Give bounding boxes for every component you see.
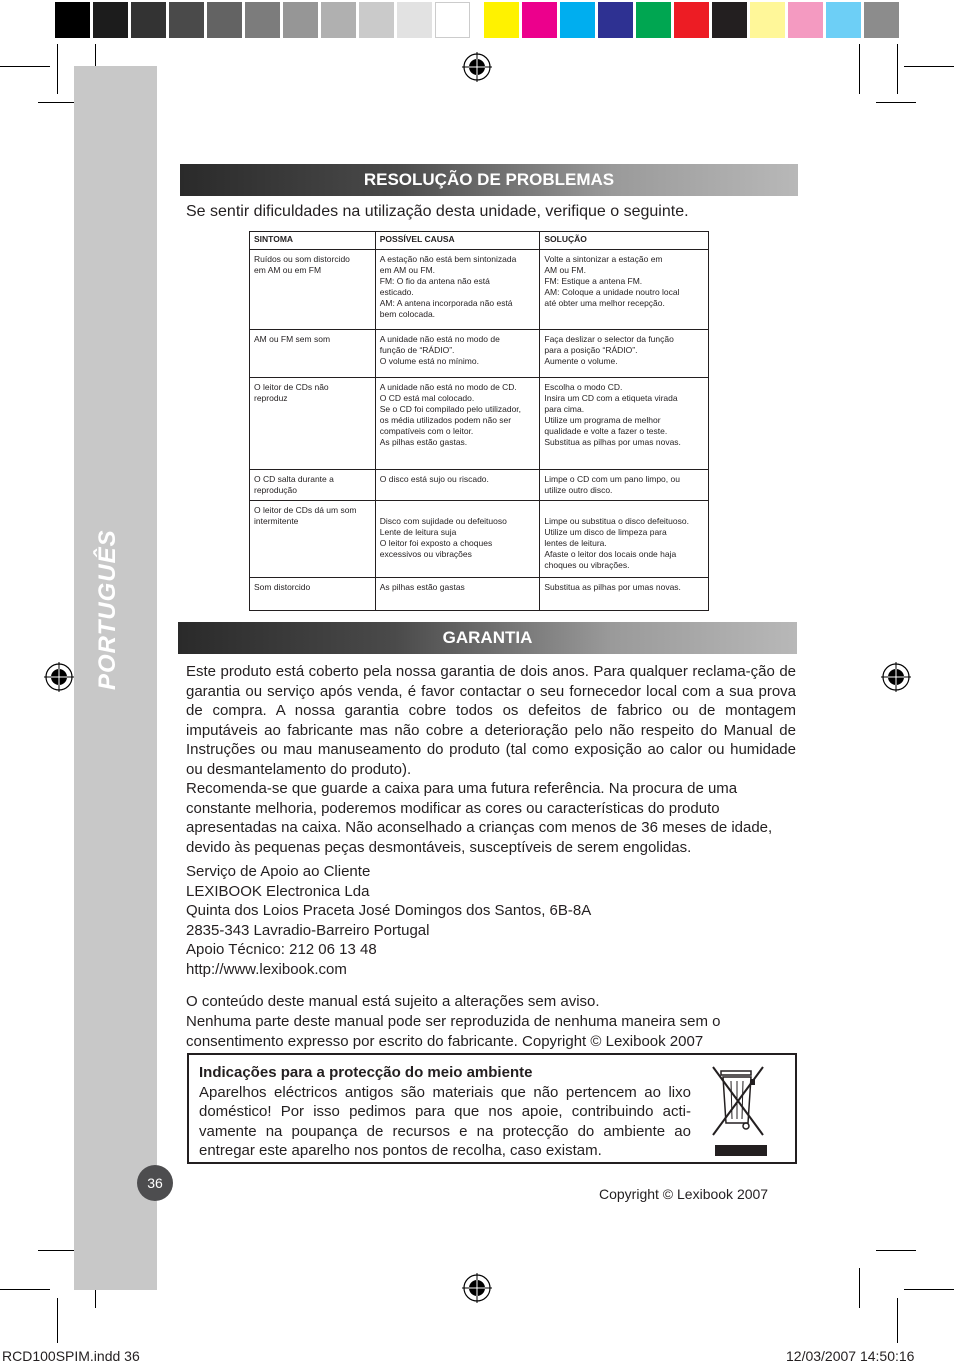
color-swatch: [750, 2, 785, 38]
header-solution: SOLUÇÃO: [540, 232, 709, 250]
gray-swatch: [55, 2, 90, 38]
table-row: [250, 378, 709, 470]
cell-line: em AM ou em FM: [254, 265, 322, 275]
cell-line: Disco com sujidade ou defeituoso: [379, 516, 507, 526]
cause-cell: [375, 250, 540, 330]
cell-line: bem colocada.: [379, 309, 436, 319]
cell-line: Limpe ou substitua o disco defeituoso.: [544, 516, 689, 526]
symptom-cell: [250, 250, 376, 330]
color-swatch: [484, 2, 519, 38]
cell-line: Limpe o CD com um pano limpo, ou: [544, 474, 680, 484]
cell-line: intermitente: [254, 516, 299, 526]
color-swatch: [636, 2, 671, 38]
cell-line: choques ou vibrações.: [544, 560, 630, 570]
page-number: 36: [137, 1165, 173, 1201]
contact-line: Serviço de Apoio ao Cliente: [186, 863, 371, 880]
color-swatch: [712, 2, 747, 38]
copyright-footer: Copyright © Lexibook 2007: [599, 1186, 769, 1202]
solution-cell: [540, 330, 709, 378]
cell-line: FM: O fio da antena não está: [379, 276, 490, 286]
table-row: [250, 330, 709, 378]
cell-line: para a posição “RÁDIO”.: [544, 345, 638, 355]
symptom-cell: [250, 578, 376, 611]
cell-line: Lente de leitura suja: [379, 527, 457, 537]
environment-box: [187, 1053, 797, 1164]
slug-filename: RCD100SPIM.indd 36: [2, 1348, 140, 1364]
header-symptom: SINTOMA: [250, 232, 376, 250]
cell-line: O volume está no mínimo.: [379, 356, 479, 366]
troubleshooting-heading: RESOLUÇÃO DE PROBLEMAS: [180, 164, 798, 196]
crop-mark: [859, 44, 860, 94]
color-swatch: [560, 2, 595, 38]
gray-swatch: [321, 2, 356, 38]
cause-cell: [375, 578, 540, 611]
cause-cell: [375, 330, 540, 378]
troubleshooting-intro: Se sentir dificuldades na utilização desta unidade, verifique o seguinte.: [186, 203, 689, 220]
registration-mark-icon: [462, 1273, 492, 1303]
cell-line: AM ou FM sem som: [254, 334, 331, 344]
solution-cell: [540, 250, 709, 330]
contact-line: LEXIBOOK Electronica Lda: [186, 882, 370, 900]
cell-line: esticado.: [379, 287, 414, 297]
contact-line: http://www.lexibook.com: [186, 960, 347, 978]
warranty-heading: GARANTIA: [178, 622, 797, 654]
cause-cell: [375, 378, 540, 470]
cell-line: O CD está mal colocado.: [379, 393, 475, 403]
crop-mark: [897, 1298, 898, 1343]
table-header-row: [250, 232, 709, 250]
cell-line: Escolha o modo CD.: [544, 382, 623, 392]
cell-line: AM ou FM.: [544, 265, 586, 275]
cause-cell: [375, 470, 540, 501]
color-swatch: [788, 2, 823, 38]
cell-line: A unidade não está no modo de: [379, 334, 500, 344]
crop-mark: [876, 1250, 916, 1251]
cell-line: Aumente o volume.: [544, 356, 618, 366]
gray-swatch: [207, 2, 242, 38]
cell-line: compatíveis com o leitor.: [379, 426, 474, 436]
environment-body: Aparelhos eléctricos antigos são materiais que não pertencem ao lixo doméstico! Por isso pedimos para que nos apoie, contribuindo acti-vamente na poupança de recursos e na protecção do ambiente ao entregar este aparelho nos pontos de recolha, caso existam.: [199, 1083, 691, 1159]
cell-line: Som distorcido: [254, 582, 311, 592]
cell-line: AM: Coloque a unidade noutro local: [544, 287, 680, 297]
symptom-cell: [250, 501, 376, 578]
table-row: [250, 250, 709, 330]
crop-mark: [897, 44, 898, 94]
crop-mark: [859, 1268, 860, 1308]
cell-line: Insira um CD com a etiqueta virada: [544, 393, 678, 403]
gray-swatch-bar: [55, 2, 473, 38]
cell-line: excessivos ou vibrações: [379, 549, 472, 559]
crop-mark: [38, 1250, 78, 1251]
crop-mark: [904, 1289, 954, 1290]
cell-line: A estação não está bem sintonizada: [379, 254, 517, 264]
cell-line: O leitor foi exposto a choques: [379, 538, 493, 548]
cell-line: lentes de leitura.: [544, 538, 607, 548]
symptom-cell: [250, 378, 376, 470]
cell-line: utilize outro disco.: [544, 485, 613, 495]
registration-mark-icon: [462, 52, 492, 82]
cell-line: função de “RÁDIO”.: [379, 345, 455, 355]
solution-cell: [540, 578, 709, 611]
solution-cell: [540, 501, 709, 578]
contact-line: Apoio Técnico: 212 06 13 48: [186, 941, 377, 959]
crop-mark: [0, 66, 50, 67]
contact-line: 2835-343 Lavradio-Barreiro Portugal: [186, 921, 430, 939]
color-swatch-bar: [484, 2, 902, 38]
slug-timestamp: 12/03/2007 14:50:16: [786, 1348, 915, 1364]
cell-line: O disco está sujo ou riscado.: [379, 474, 489, 484]
cell-line: Ruídos ou som distorcido: [254, 254, 350, 264]
cell-line: As pilhas estão gastas.: [379, 437, 468, 447]
symptom-cell: [250, 330, 376, 378]
warranty-paragraph-box: Recomenda-se que guarde a caixa para uma futura referência. Na procura de uma constante melhoria, poderemos modificar as cores ou características do produto apresentadas na caixa. Não aconselhado a crianças com menos de 36 meses de idade, devido às pequenas peças desmontáveis, susceptíveis de serem engolidas.: [186, 780, 773, 856]
cell-line: Utilize um programa de melhor: [544, 415, 661, 425]
cell-line: os média utilizados podem não ser: [379, 415, 512, 425]
registration-mark-icon: [881, 662, 911, 692]
color-swatch: [826, 2, 861, 38]
cell-line: qualidade e volte a fazer o teste.: [544, 426, 668, 436]
cell-line: [544, 505, 704, 516]
solution-cell: [540, 470, 709, 501]
cell-line: Utilize um disco de limpeza para: [544, 527, 667, 537]
gray-swatch: [93, 2, 128, 38]
crop-mark: [904, 66, 954, 67]
notice-line-1: O conteúdo deste manual está sujeito a alterações sem aviso.: [186, 993, 600, 1010]
cell-line: até obter uma melhor recepção.: [544, 298, 665, 308]
cause-cell: [375, 501, 540, 578]
cell-line: para cima.: [544, 404, 585, 414]
registration-mark-icon: [44, 662, 74, 692]
table-row: [250, 501, 709, 578]
gray-swatch: [283, 2, 318, 38]
crop-mark: [38, 102, 78, 103]
cell-line: O CD salta durante a: [254, 474, 334, 484]
contact-line: Quinta dos Loios Praceta José Domingos dos Santos, 6B-8A: [186, 902, 592, 920]
header-cause: POSSÍVEL CAUSA: [375, 232, 540, 250]
cell-line: Volte a sintonizar a estação em: [544, 254, 663, 264]
environment-title: Indicações para a protecção do meio ambiente: [199, 1064, 533, 1081]
table-row: [250, 470, 709, 501]
notice-line-2: Nenhuma parte deste manual pode ser reproduzida de nenhuma maneira sem o consentimento expresso por escrito do fabricante. Copyright © Lexibook 2007: [186, 1013, 721, 1050]
color-swatch: [864, 2, 899, 38]
cell-line: Se o CD foi compilado pelo utilizador,: [379, 404, 522, 414]
cell-line: [380, 505, 536, 516]
cell-line: em AM ou FM.: [379, 265, 436, 275]
crop-mark: [0, 1289, 50, 1290]
gray-swatch: [397, 2, 432, 38]
color-swatch: [674, 2, 709, 38]
crop-mark: [57, 1298, 58, 1343]
table-row: [250, 578, 709, 611]
solution-cell: [540, 378, 709, 470]
cell-line: reproduz: [254, 393, 288, 403]
color-swatch: [522, 2, 557, 38]
crossed-out-wheelie-bin-icon: [709, 1065, 769, 1159]
cell-line: Faça deslizar o selector da função: [544, 334, 674, 344]
cell-line: O leitor de CDs dá um som: [254, 505, 357, 515]
gray-swatch: [359, 2, 394, 38]
cell-line: Substitua as pilhas por umas novas.: [544, 437, 681, 447]
contact-block: [186, 862, 591, 980]
crop-mark: [57, 44, 58, 94]
cell-line: O leitor de CDs não: [254, 382, 329, 392]
gray-swatch: [131, 2, 166, 38]
cell-line: FM: Estique a antena FM.: [544, 276, 643, 286]
symptom-cell: [250, 470, 376, 501]
cell-line: reprodução: [254, 485, 298, 495]
cell-line: Substitua as pilhas por umas novas.: [544, 582, 681, 592]
troubleshooting-table: [249, 231, 709, 611]
cell-line: As pilhas estão gastas: [379, 582, 465, 592]
cell-line: A unidade não está no modo de CD.: [379, 382, 517, 392]
crop-mark: [876, 102, 916, 103]
warranty-paragraph: Este produto está coberto pela nossa garantia de dois anos. Para qualquer reclama-ção de garantia ou serviço após venda, é favor contactar o seu fornecedor local com a sua prova de compra. A nossa garantia cobre todos os defeitos de fabrico ou de montagem imputáveis ao fabricante mas não cobre a deterioração pelo não respeito do Manual de Instruções ou mau manuseamento do produto (tal como exposição ao calor ou humidade ou desmantelamento do produto).: [186, 663, 796, 778]
gray-swatch: [245, 2, 280, 38]
color-swatch: [598, 2, 633, 38]
gray-swatch: [169, 2, 204, 38]
cell-line: Afaste o leitor dos locais onde haja: [544, 549, 677, 559]
gray-swatch: [435, 2, 470, 38]
cell-line: AM: A antena incorporada não está: [379, 298, 513, 308]
language-label: PORTUGUÊS: [94, 529, 121, 690]
